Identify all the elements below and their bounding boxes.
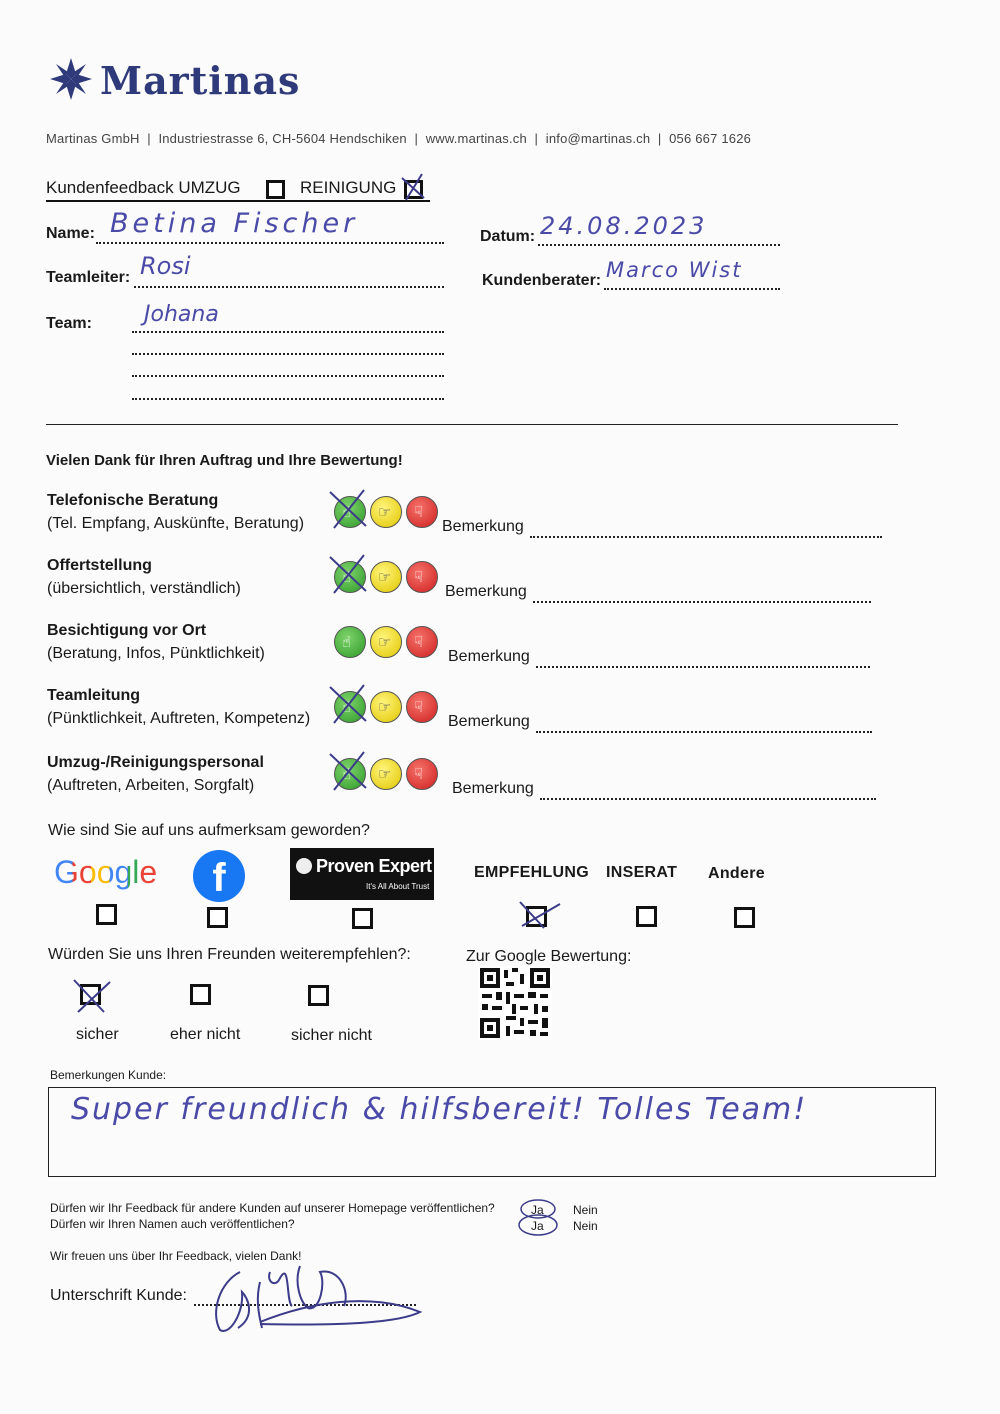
rating-neutral-icon[interactable]: ☞ xyxy=(370,496,402,528)
rating-subtitle: (Auftreten, Arbeiten, Sorgfalt) xyxy=(47,777,255,794)
consent-ja-circles xyxy=(516,1196,566,1240)
brand-name: Martinas xyxy=(100,58,301,103)
umzug-checkbox[interactable] xyxy=(266,180,285,199)
sicher-check-mark xyxy=(70,976,114,1016)
andere-checkbox[interactable] xyxy=(734,907,755,928)
comments-label: Bemerkungen Kunde: xyxy=(50,1068,167,1082)
company-meta: Martinas GmbH | Industriestrasse 6, CH-5604 Hendschiken | www.martinas.ch | info@martinas.ch | 056 667 1626 xyxy=(46,131,752,146)
ratings-intro: Vielen Dank für Ihren Auftrag und Ihre Bewertung! xyxy=(46,452,403,469)
signature-label: Unterschrift Kunde: xyxy=(50,1287,187,1304)
proven-expert-logo xyxy=(290,848,434,900)
rating-title: Telefonische Beratung xyxy=(47,492,219,509)
inserat-checkbox[interactable] xyxy=(636,906,657,927)
proven-expert-tagline: It's All About Trust xyxy=(366,882,430,891)
rating-check-mark xyxy=(326,748,370,794)
facebook-checkbox[interactable] xyxy=(207,907,228,928)
rating-remark-label: Bemerkung xyxy=(445,583,527,600)
recommend-question: Würden Sie uns Ihren Freunden weiterempfehlen?: xyxy=(48,946,411,963)
rating-negative-icon[interactable]: ☟ xyxy=(406,758,438,790)
rating-positive-icon[interactable]: ☝ xyxy=(334,758,366,790)
google-checkbox[interactable] xyxy=(96,904,117,925)
google-review-label: Zur Google Bewertung: xyxy=(466,948,632,965)
rating-check-mark xyxy=(326,681,370,727)
consent-q2-ja[interactable]: Ja xyxy=(531,1219,544,1233)
rating-remark-line[interactable] xyxy=(533,583,871,603)
consent-q1-ja[interactable]: Ja xyxy=(531,1203,544,1217)
team-value: Johana xyxy=(144,302,219,327)
rating-subtitle: (Tel. Empfang, Auskünfte, Beratung) xyxy=(47,515,305,532)
rating-positive-icon[interactable]: ☝ xyxy=(334,496,366,528)
andere-label: Andere xyxy=(708,865,765,882)
rating-neutral-icon[interactable]: ☞ xyxy=(370,626,402,658)
recommend-sicher-nicht-checkbox[interactable] xyxy=(308,985,329,1006)
facebook-logo xyxy=(193,850,245,902)
consent-q2-nein[interactable]: Nein xyxy=(573,1219,598,1233)
comments-box[interactable] xyxy=(48,1087,936,1177)
inserat-label: INSERAT xyxy=(606,864,678,881)
recommend-eher-nicht-checkbox[interactable] xyxy=(190,984,211,1005)
customer-signature xyxy=(200,1242,440,1342)
rating-title: Teamleitung xyxy=(47,687,141,704)
rating-remark-line[interactable] xyxy=(530,518,882,538)
consent-q2: Dürfen wir Ihren Namen auch veröffentlichen? xyxy=(50,1217,295,1231)
rating-negative-icon[interactable]: ☟ xyxy=(406,626,438,658)
rating-check-mark xyxy=(326,486,370,532)
source-question: Wie sind Sie auf uns aufmerksam geworden? xyxy=(48,822,370,839)
rating-positive-icon[interactable]: ☝ xyxy=(334,691,366,723)
recommend-sicher-nicht-label: sicher nicht xyxy=(291,1027,372,1044)
rating-positive-icon[interactable]: ☝ xyxy=(334,626,366,658)
rating-remark-label: Bemerkung xyxy=(448,648,530,665)
team-line-4 xyxy=(132,380,444,400)
consent-q1-nein[interactable]: Nein xyxy=(573,1203,598,1217)
rating-remark-label: Bemerkung xyxy=(452,780,534,797)
proven-expert-badge-icon xyxy=(296,858,312,874)
rating-neutral-icon[interactable]: ☞ xyxy=(370,691,402,723)
consent-q1: Dürfen wir Ihr Feedback für andere Kunden auf unserer Homepage veröffentlichen? xyxy=(50,1201,495,1215)
google-logo xyxy=(54,854,157,891)
title-umzug: Kundenfeedback UMZUG xyxy=(46,178,241,197)
rating-remark-line[interactable] xyxy=(536,648,870,668)
comments-text: Super freundlich & hilfsbereit! Tolles Team! xyxy=(71,1092,808,1127)
rating-subtitle: (übersichtlich, verständlich) xyxy=(47,580,241,597)
title-reinigung: REINIGUNG xyxy=(300,178,397,197)
proven-expert-checkbox[interactable] xyxy=(352,908,373,929)
datum-label: Datum: xyxy=(480,228,536,245)
google-text: Google xyxy=(54,854,158,890)
recommend-sicher-label: sicher xyxy=(76,1026,119,1043)
rating-check-mark xyxy=(326,551,370,597)
rating-title: Offertstellung xyxy=(47,557,152,574)
kundenberater-label: Kundenberater: xyxy=(482,272,602,289)
rating-negative-icon[interactable]: ☟ xyxy=(406,691,438,723)
team-line-3 xyxy=(132,357,444,377)
recommend-eher-nicht-label: eher nicht xyxy=(170,1026,241,1043)
reinigung-check-mark xyxy=(398,172,428,202)
empfehlung-label: EMPFEHLUNG xyxy=(474,864,589,881)
rating-positive-icon[interactable]: ☝ xyxy=(334,561,366,593)
datum-value: 24.08.2023 xyxy=(540,212,708,240)
rating-negative-icon[interactable]: ☟ xyxy=(406,561,438,593)
empfehlung-check-mark xyxy=(516,898,564,930)
rating-remark-label: Bemerkung xyxy=(442,518,524,535)
rating-title: Umzug-/Reinigungspersonal xyxy=(47,754,264,771)
name-value: Betina Fischer xyxy=(110,208,359,239)
team-line-2 xyxy=(132,335,444,355)
rating-neutral-icon[interactable]: ☞ xyxy=(370,758,402,790)
team-label: Team: xyxy=(46,315,92,332)
rating-title: Besichtigung vor Ort xyxy=(47,622,207,639)
facebook-icon: f xyxy=(212,856,226,900)
kundenberater-value: Marco Wist xyxy=(606,258,743,282)
martinas-star-icon xyxy=(48,56,94,102)
rating-subtitle: (Pünktlichkeit, Auftreten, Kompetenz) xyxy=(47,710,311,727)
rating-subtitle: (Beratung, Infos, Pünktlichkeit) xyxy=(47,645,265,662)
rating-neutral-icon[interactable]: ☞ xyxy=(370,561,402,593)
qr-code[interactable] xyxy=(478,966,552,1040)
teamleiter-label: Teamleiter: xyxy=(46,269,131,286)
thanks-text: Wir freuen uns über Ihr Feedback, vielen Dank! xyxy=(50,1249,302,1263)
rating-remark-line[interactable] xyxy=(536,713,872,733)
teamleiter-value: Rosi xyxy=(140,252,191,280)
rating-remark-label: Bemerkung xyxy=(448,713,530,730)
name-label: Name: xyxy=(46,225,95,242)
logo xyxy=(48,56,301,106)
form-title xyxy=(46,178,430,202)
rating-negative-icon[interactable]: ☟ xyxy=(406,496,438,528)
proven-expert-name: Proven Expert xyxy=(316,856,432,876)
divider xyxy=(46,424,898,425)
rating-remark-line[interactable] xyxy=(540,780,876,800)
